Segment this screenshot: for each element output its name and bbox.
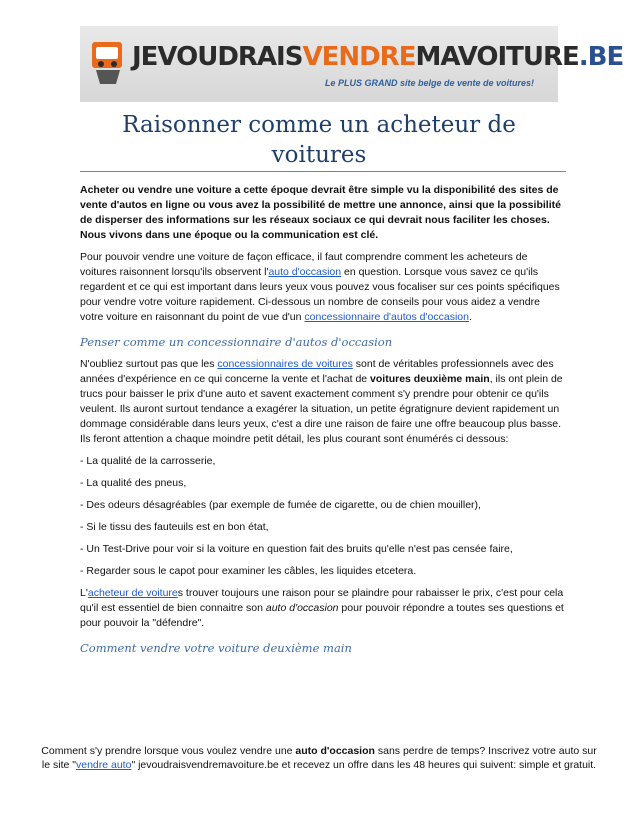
- para3-bold-1: voitures deuxième main: [370, 373, 490, 385]
- link-vendre-auto[interactable]: vendre auto: [75, 759, 132, 771]
- paragraph-dealers: [80, 357, 566, 447]
- para2-text-3: .: [468, 311, 472, 323]
- footer-callout: [40, 744, 598, 772]
- logo-part-4: .BE: [578, 42, 624, 72]
- footer-bold-1: auto d'occasion: [295, 745, 375, 757]
- paragraph-buyer-complaints: [80, 586, 566, 631]
- footer-text-2: sans perdre de temps? Inscrivez votre auto sur le site ": [41, 745, 597, 771]
- para4-text-2: s trouver toujours une raison pour se plaindre pour rabaisser le prix, c'est pour cela qu'il est essentiel de bien connaitre son: [80, 587, 564, 614]
- link-auto-occasion[interactable]: auto d'occasion: [268, 266, 342, 278]
- heading-how-to-sell: Comment vendre votre voiture deuxième main: [80, 641, 352, 655]
- para4-text-1: L': [80, 587, 88, 599]
- site-tagline: Le PLUS GRAND site belge de vente de voitures!: [324, 78, 534, 88]
- para3-text-3: , ils ont plein de trucs pour baisser le prix d'une auto et savent exactement comment s'y prendre pour obtenir ce qu'ils veulent. Ils auront surtout tendance a exagérer la situation, un petite égratignure devient rapidement un dommage considérable dans leurs yeux, c'est a dire une raison de faire une offre beaucoup plus basse. Ils feront attention a chaque moindre petit détail, les plus courant sont énumérés ci dessous:: [80, 373, 563, 445]
- list-item: - La qualité des pneus,: [80, 477, 187, 489]
- intro-paragraph: Acheter ou vendre une voiture a cette époque devrait être simple vu la disponibilité des sites de vente d'autos en ligne ou vous avez la possibilité de mettre une annonce, ainsi que la possibilité de disperser des informations sur les réseaux sociaux ce qui devrait nous faciliter les choses. Nous vivons dans une époque ou la communication est clé.: [80, 184, 561, 241]
- site-banner[interactable]: [80, 26, 624, 102]
- site-logo-text: [132, 42, 623, 72]
- para3-text-1: N'oubliez surtout pas que les: [80, 358, 218, 370]
- logo-part-3: MAVOITURE: [415, 42, 579, 72]
- article-body: [80, 183, 566, 663]
- list-item: - La qualité de la carrosserie,: [80, 455, 216, 467]
- logo-part-1: JEVOUDRAIS: [132, 42, 303, 72]
- page-title: Raisonner comme un acheteur de voitures: [122, 112, 516, 168]
- logo-part-2: VENDRE: [302, 42, 416, 72]
- list-item: - Si le tissu des fauteuils est en bon état,: [80, 521, 269, 533]
- link-concessionnaire-occasion[interactable]: concessionnaire d'autos d'occasion: [304, 311, 469, 323]
- footer-text-3: " jevoudraisvendremavoiture.be et recevez un offre dans les 48 heures qui suivent: simple et gratuit.: [131, 759, 597, 771]
- para3-text-2: sont de véritables professionnels avec des années d'expérience en ce qui concerne la vente et l'achat de: [80, 358, 554, 385]
- list-item: - Un Test-Drive pour voir si la voiture en question fait des bruits qu'elle n'est pas censée faire,: [80, 543, 513, 555]
- para4-text-3: pour pouvoir répondre a toutes ses questions et pour pouvoir la "défendre".: [80, 602, 564, 629]
- list-item: - Regarder sous le capot pour examiner les câbles, les liquides etcetera.: [80, 565, 417, 577]
- paragraph-understand-buyers: [80, 250, 566, 325]
- title-divider: [80, 171, 566, 172]
- footer-text-1: Comment s'y prendre lorsque vous voulez vendre une: [41, 745, 296, 757]
- link-acheteur-voiture[interactable]: acheteur de voiture: [87, 587, 178, 599]
- car-logo-icon: [90, 38, 126, 86]
- para2-text-2: en question. Lorsque vous savez ce qu'ils regardent et ce qui est important dans leurs yeux vous pouvez vous focaliser sur ces points spécifiques pour vendre votre voiture rapidement. Ci-dessous un nombre de conseils pour vous aidez a vendre votre voiture en raisonnant du point de vue d'un: [80, 266, 560, 323]
- heading-think-like-dealer: Penser comme un concessionnaire d'autos d'occasion: [80, 335, 393, 349]
- para2-text-1: Pour pouvoir vendre une voiture de façon efficace, il faut comprendre comment les acheteurs de voitures raisonnent lorsqu'ils observent l': [80, 251, 528, 278]
- list-item: - Des odeurs désagréables (par exemple de fumée de cigarette, ou de chien mouiller),: [80, 499, 481, 511]
- link-concessionnaires-voitures[interactable]: concessionnaires de voitures: [217, 358, 353, 370]
- para4-italic-1: auto d'occasion: [265, 602, 339, 614]
